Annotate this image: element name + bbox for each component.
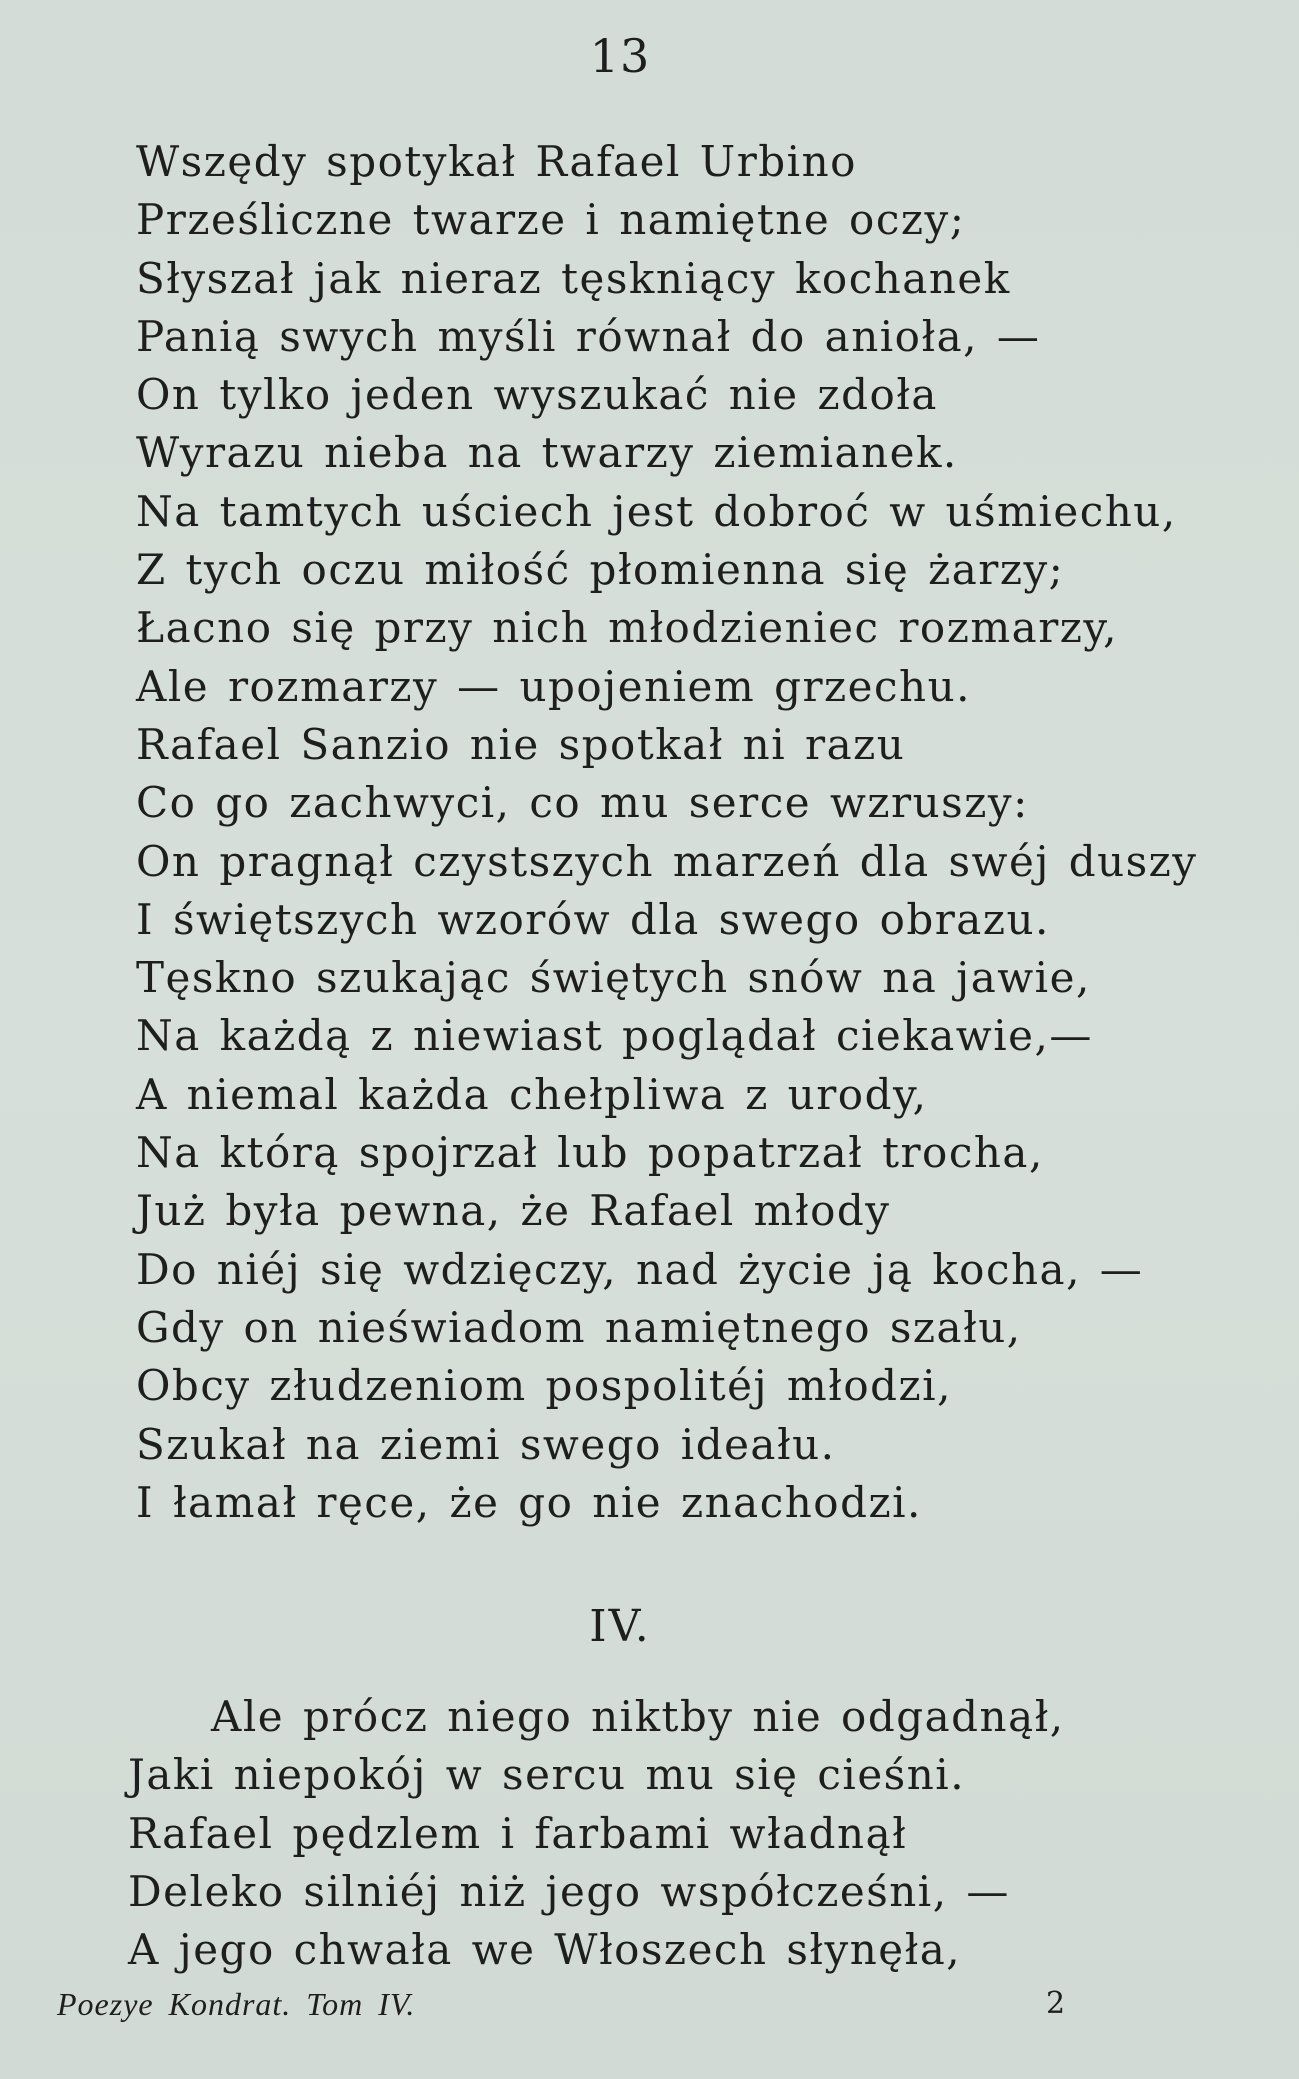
verse-line: Co go zachwyci, co mu serce wzruszy: xyxy=(136,778,1029,828)
poem-stanza-2 xyxy=(128,1688,1065,1979)
verse-line: Słyszał jak nieraz tęskniący kochanek xyxy=(136,253,1011,303)
verse-line: Wszędy spotykał Rafael Urbino xyxy=(136,137,857,186)
poem-stanza-1 xyxy=(136,133,1198,1532)
verse-line: On pragnął czystszych marzeń dla swéj duszy xyxy=(136,836,1198,886)
verse-line: I świętszych wzorów dla swego obrazu. xyxy=(136,894,1050,944)
verse-line: Ale rozmarzy — upojeniem grzechu. xyxy=(136,661,971,711)
verse-line: Z tych oczu miłość płomienna się żarzy; xyxy=(136,545,1065,595)
verse-line: Na którą spojrzał lub popatrzał trocha, xyxy=(136,1128,1044,1178)
verse-line: Na każdą z niewiast poglądał ciekawie,— xyxy=(136,1011,1093,1061)
section-heading: IV. xyxy=(589,1601,651,1652)
verse-line: Na tamtych uściech jest dobroć w uśmiechu, xyxy=(136,486,1177,536)
verse-line: A jego chwała we Włoszech słynęła, xyxy=(128,1925,962,1975)
verse-line: Tęskno szukając świętych snów na jawie, xyxy=(136,953,1091,1003)
verse-line: Ale prócz niego niktby nie odgadnął, xyxy=(211,1692,1065,1741)
verse-line: Rafael Sanzio nie spotkał ni razu xyxy=(136,719,906,769)
footer-signature: Poezye Kondrat. Tom IV. xyxy=(57,1986,416,2022)
page-number: 13 xyxy=(589,29,651,83)
verse-line: Łacno się przy nich młodzieniec rozmarzy, xyxy=(136,603,1118,653)
verse-line: Wyrazu nieba na twarzy ziemianek. xyxy=(136,428,958,478)
verse-line: Rafael pędzlem i farbami władnął xyxy=(128,1808,908,1858)
verse-line: I łamał ręce, że go nie znachodzi. xyxy=(136,1477,922,1527)
verse-line: Do niéj się wdzięczy, nad życie ją kocha, — xyxy=(136,1244,1144,1294)
verse-line: Deleko silniéj niż jego współcześni, — xyxy=(128,1866,1010,1916)
verse-line: Szukał na ziemi swego ideału. xyxy=(136,1419,836,1469)
footer-sheet-number: 2 xyxy=(1046,1986,1066,2021)
verse-line: On tylko jeden wyszukać nie zdoła xyxy=(136,370,938,420)
verse-line: A niemal każda chełpliwa z urody, xyxy=(136,1069,928,1119)
verse-line: Gdy on nieświadom namiętnego szału, xyxy=(136,1302,1022,1352)
verse-line: Prześliczne twarze i namiętne oczy; xyxy=(136,195,966,245)
verse-line: Już była pewna, że Rafael młody xyxy=(136,1186,891,1236)
verse-line: Panią swych myśli równał do anioła, — xyxy=(136,311,1041,361)
verse-line: Obcy złudzeniom pospolitéj młodzi, xyxy=(136,1361,952,1411)
verse-line: Jaki niepokój w sercu mu się cieśni. xyxy=(128,1750,966,1800)
